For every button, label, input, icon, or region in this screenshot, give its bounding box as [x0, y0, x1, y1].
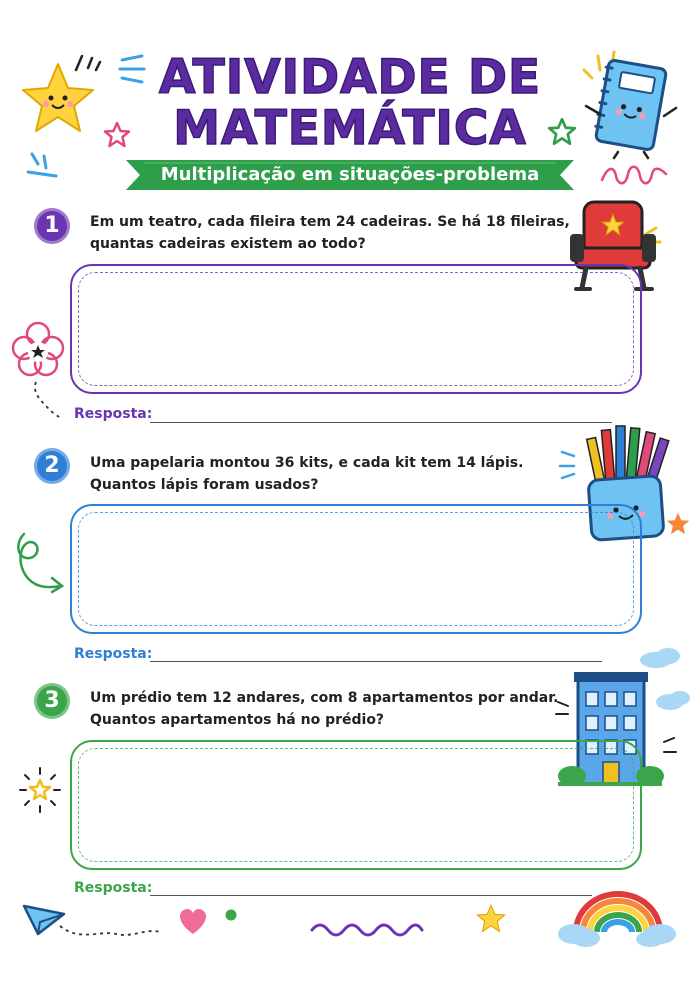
question-2-text — [90, 452, 560, 496]
question-3-text — [90, 687, 560, 731]
page-subtitle: Multiplicação em situações-problema — [160, 164, 540, 185]
rainbow-icon — [556, 884, 680, 948]
answer-box-2[interactable] — [70, 504, 642, 634]
yellow-star-icon — [474, 902, 508, 936]
answer-box-1[interactable] — [70, 264, 642, 394]
answer-label-2: Resposta: — [74, 646, 153, 662]
paper-plane-icon — [20, 898, 170, 948]
notebook-character-icon — [578, 48, 682, 160]
pink-squiggle-icon — [598, 162, 670, 190]
yellow-sparkle-icon — [16, 766, 64, 814]
question-number-1: 1 — [34, 208, 70, 244]
question-2-line1: Uma papelaria montou 36 kits, e cada kit tem 14 lápis. — [90, 455, 524, 471]
question-3-line2: Quantos apartamentos há no prédio? — [90, 712, 385, 728]
answer-line-2[interactable] — [150, 661, 602, 662]
orange-star-icon — [664, 510, 692, 538]
answer-label-1: Resposta: — [74, 406, 153, 422]
page-title-line2: MATEMÁTICA — [173, 101, 527, 156]
green-curl-arrow-icon — [10, 530, 70, 600]
answer-box-3[interactable] — [70, 740, 642, 870]
sparkle-lines-icon — [72, 52, 102, 74]
question-2-line2: Quantos lápis foram usados? — [90, 477, 319, 493]
question-number-2: 2 — [34, 448, 70, 484]
question-1-text — [90, 211, 580, 255]
answer-line-1[interactable] — [150, 422, 612, 423]
question-3-line1: Um prédio tem 12 andares, com 8 apartamentos por andar. — [90, 690, 559, 706]
blue-dash-left-icon — [24, 150, 60, 182]
question-number-3: 3 — [34, 683, 70, 719]
green-dot-icon — [224, 908, 238, 922]
purple-wave-icon — [308, 918, 426, 938]
answer-line-3[interactable] — [150, 895, 592, 896]
question-1-line2: quantas cadeiras existem ao todo? — [90, 236, 366, 252]
pink-star-outline-icon — [102, 120, 132, 150]
heart-icon — [178, 908, 208, 936]
page-title-line1: ATIVIDADE DE — [158, 50, 542, 105]
flower-icon — [10, 320, 66, 420]
question-1-line1: Em um teatro, cada fileira tem 24 cadeiras. Se há 18 fileiras, — [90, 214, 570, 230]
answer-label-3: Resposta: — [74, 880, 153, 896]
